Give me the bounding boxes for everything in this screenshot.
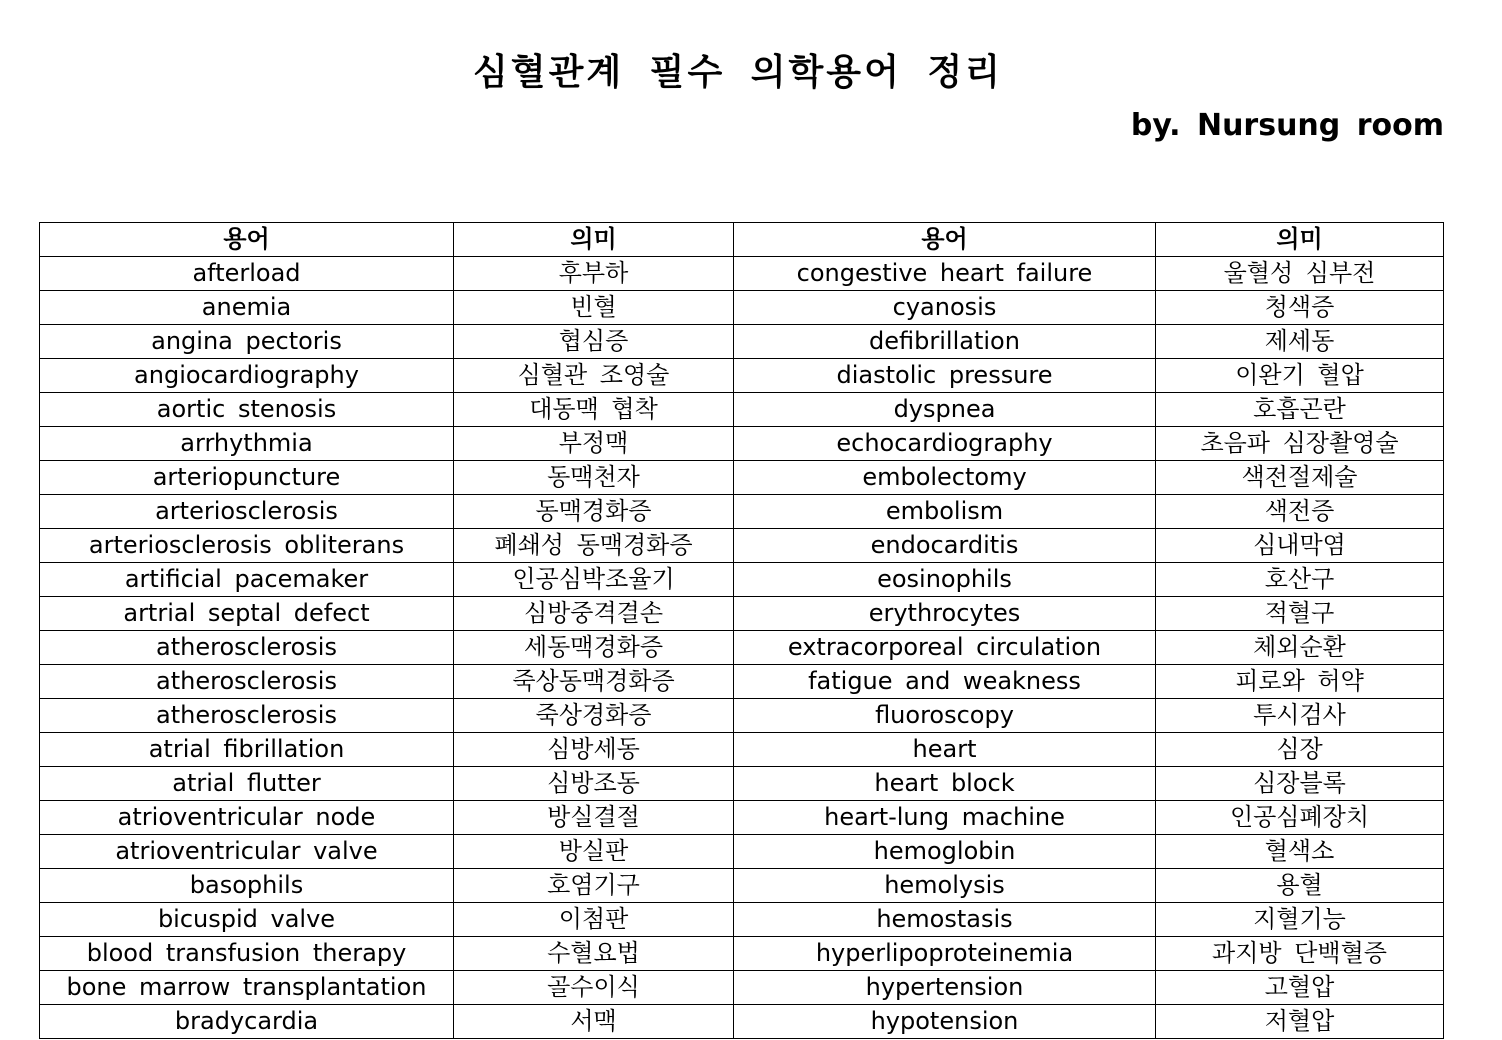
term-cell: artrial septal defect	[40, 597, 454, 631]
meaning-cell: 후부하	[454, 257, 734, 291]
meaning-cell: 빈혈	[454, 291, 734, 325]
meaning-cell: 심내막염	[1156, 529, 1444, 563]
table-row	[40, 631, 1444, 665]
meaning-cell: 서맥	[454, 1005, 734, 1039]
term-cell: arteriosclerosis	[40, 495, 454, 529]
terms-table	[39, 222, 1444, 1039]
table-row	[40, 767, 1444, 801]
terms-table-body	[40, 257, 1444, 1039]
header-term-1: 용어	[40, 223, 454, 257]
meaning-cell: 지혈기능	[1156, 903, 1444, 937]
meaning-cell: 부정맥	[454, 427, 734, 461]
meaning-cell: 청색증	[1156, 291, 1444, 325]
term-cell: bone marrow transplantation	[40, 971, 454, 1005]
term-cell: dyspnea	[734, 393, 1156, 427]
table-row	[40, 427, 1444, 461]
table-row	[40, 1005, 1444, 1039]
meaning-cell: 호흡곤란	[1156, 393, 1444, 427]
meaning-cell: 심장	[1156, 733, 1444, 767]
term-cell: angiocardiography	[40, 359, 454, 393]
meaning-cell: 저혈압	[1156, 1005, 1444, 1039]
term-cell: hemostasis	[734, 903, 1156, 937]
table-row	[40, 903, 1444, 937]
meaning-cell: 동맥경화증	[454, 495, 734, 529]
meaning-cell: 죽상경화증	[454, 699, 734, 733]
term-cell: atrioventricular valve	[40, 835, 454, 869]
meaning-cell: 대동맥 협착	[454, 393, 734, 427]
table-row	[40, 835, 1444, 869]
term-cell: heart-lung machine	[734, 801, 1156, 835]
meaning-cell: 과지방 단백혈증	[1156, 937, 1444, 971]
term-cell: endocarditis	[734, 529, 1156, 563]
table-row	[40, 291, 1444, 325]
term-cell: artificial pacemaker	[40, 563, 454, 597]
term-cell: fluoroscopy	[734, 699, 1156, 733]
term-cell: embolectomy	[734, 461, 1156, 495]
meaning-cell: 골수이식	[454, 971, 734, 1005]
header-term-2: 용어	[734, 223, 1156, 257]
table-row	[40, 801, 1444, 835]
term-cell: hemoglobin	[734, 835, 1156, 869]
term-cell: echocardiography	[734, 427, 1156, 461]
table-row	[40, 597, 1444, 631]
term-cell: arrhythmia	[40, 427, 454, 461]
meaning-cell: 동맥천자	[454, 461, 734, 495]
term-cell: arteriosclerosis obliterans	[40, 529, 454, 563]
table-row	[40, 495, 1444, 529]
table-row	[40, 393, 1444, 427]
meaning-cell: 방실결절	[454, 801, 734, 835]
meaning-cell: 용혈	[1156, 869, 1444, 903]
meaning-cell: 인공심폐장치	[1156, 801, 1444, 835]
table-row	[40, 971, 1444, 1005]
meaning-cell: 호염기구	[454, 869, 734, 903]
term-cell: cyanosis	[734, 291, 1156, 325]
header-meaning-1: 의미	[454, 223, 734, 257]
term-cell: atherosclerosis	[40, 665, 454, 699]
term-cell: heart	[734, 733, 1156, 767]
table-row	[40, 257, 1444, 291]
table-row	[40, 325, 1444, 359]
header-row	[40, 223, 1444, 257]
meaning-cell: 울혈성 심부전	[1156, 257, 1444, 291]
meaning-cell: 심방중격결손	[454, 597, 734, 631]
document-author: by. Nursung room	[1130, 108, 1444, 143]
meaning-cell: 방실판	[454, 835, 734, 869]
meaning-cell: 인공심박조율기	[454, 563, 734, 597]
meaning-cell: 초음파 심장촬영술	[1156, 427, 1444, 461]
meaning-cell: 심혈관 조영술	[454, 359, 734, 393]
terms-table-header	[40, 223, 1444, 257]
meaning-cell: 심방세동	[454, 733, 734, 767]
term-cell: hemolysis	[734, 869, 1156, 903]
term-cell: embolism	[734, 495, 1156, 529]
header-meaning-2: 의미	[1156, 223, 1444, 257]
table-row	[40, 529, 1444, 563]
table-row	[40, 461, 1444, 495]
meaning-cell: 호산구	[1156, 563, 1444, 597]
term-cell: anemia	[40, 291, 454, 325]
document-title: 심혈관계 필수 의학용어 정리	[473, 52, 1003, 93]
table-row	[40, 869, 1444, 903]
table-row	[40, 937, 1444, 971]
term-cell: angina pectoris	[40, 325, 454, 359]
term-cell: eosinophils	[734, 563, 1156, 597]
meaning-cell: 수혈요법	[454, 937, 734, 971]
meaning-cell: 제세동	[1156, 325, 1444, 359]
meaning-cell: 피로와 허약	[1156, 665, 1444, 699]
term-cell: atrioventricular node	[40, 801, 454, 835]
term-cell: afterload	[40, 257, 454, 291]
term-cell: erythrocytes	[734, 597, 1156, 631]
meaning-cell: 세동맥경화증	[454, 631, 734, 665]
table-row	[40, 359, 1444, 393]
term-cell: atherosclerosis	[40, 631, 454, 665]
meaning-cell: 혈색소	[1156, 835, 1444, 869]
meaning-cell: 체외순환	[1156, 631, 1444, 665]
term-cell: heart block	[734, 767, 1156, 801]
term-cell: hypertension	[734, 971, 1156, 1005]
meaning-cell: 협심증	[454, 325, 734, 359]
meaning-cell: 색전증	[1156, 495, 1444, 529]
term-cell: blood transfusion therapy	[40, 937, 454, 971]
meaning-cell: 죽상동맥경화증	[454, 665, 734, 699]
term-cell: arteriopuncture	[40, 461, 454, 495]
meaning-cell: 심방조동	[454, 767, 734, 801]
table-row	[40, 665, 1444, 699]
term-cell: atherosclerosis	[40, 699, 454, 733]
term-cell: bradycardia	[40, 1005, 454, 1039]
term-cell: hypotension	[734, 1005, 1156, 1039]
meaning-cell: 고혈압	[1156, 971, 1444, 1005]
meaning-cell: 색전절제술	[1156, 461, 1444, 495]
term-cell: congestive heart failure	[734, 257, 1156, 291]
meaning-cell: 투시검사	[1156, 699, 1444, 733]
meaning-cell: 폐쇄성 동맥경화증	[454, 529, 734, 563]
term-cell: atrial flutter	[40, 767, 454, 801]
meaning-cell: 심장블록	[1156, 767, 1444, 801]
term-cell: defibrillation	[734, 325, 1156, 359]
meaning-cell: 적혈구	[1156, 597, 1444, 631]
term-cell: hyperlipoproteinemia	[734, 937, 1156, 971]
table-row	[40, 563, 1444, 597]
table-row	[40, 699, 1444, 733]
term-cell: extracorporeal circulation	[734, 631, 1156, 665]
term-cell: fatigue and weakness	[734, 665, 1156, 699]
term-cell: diastolic pressure	[734, 359, 1156, 393]
term-cell: bicuspid valve	[40, 903, 454, 937]
term-cell: atrial fibrillation	[40, 733, 454, 767]
meaning-cell: 이첨판	[454, 903, 734, 937]
table-row	[40, 733, 1444, 767]
meaning-cell: 이완기 혈압	[1156, 359, 1444, 393]
term-cell: basophils	[40, 869, 454, 903]
term-cell: aortic stenosis	[40, 393, 454, 427]
